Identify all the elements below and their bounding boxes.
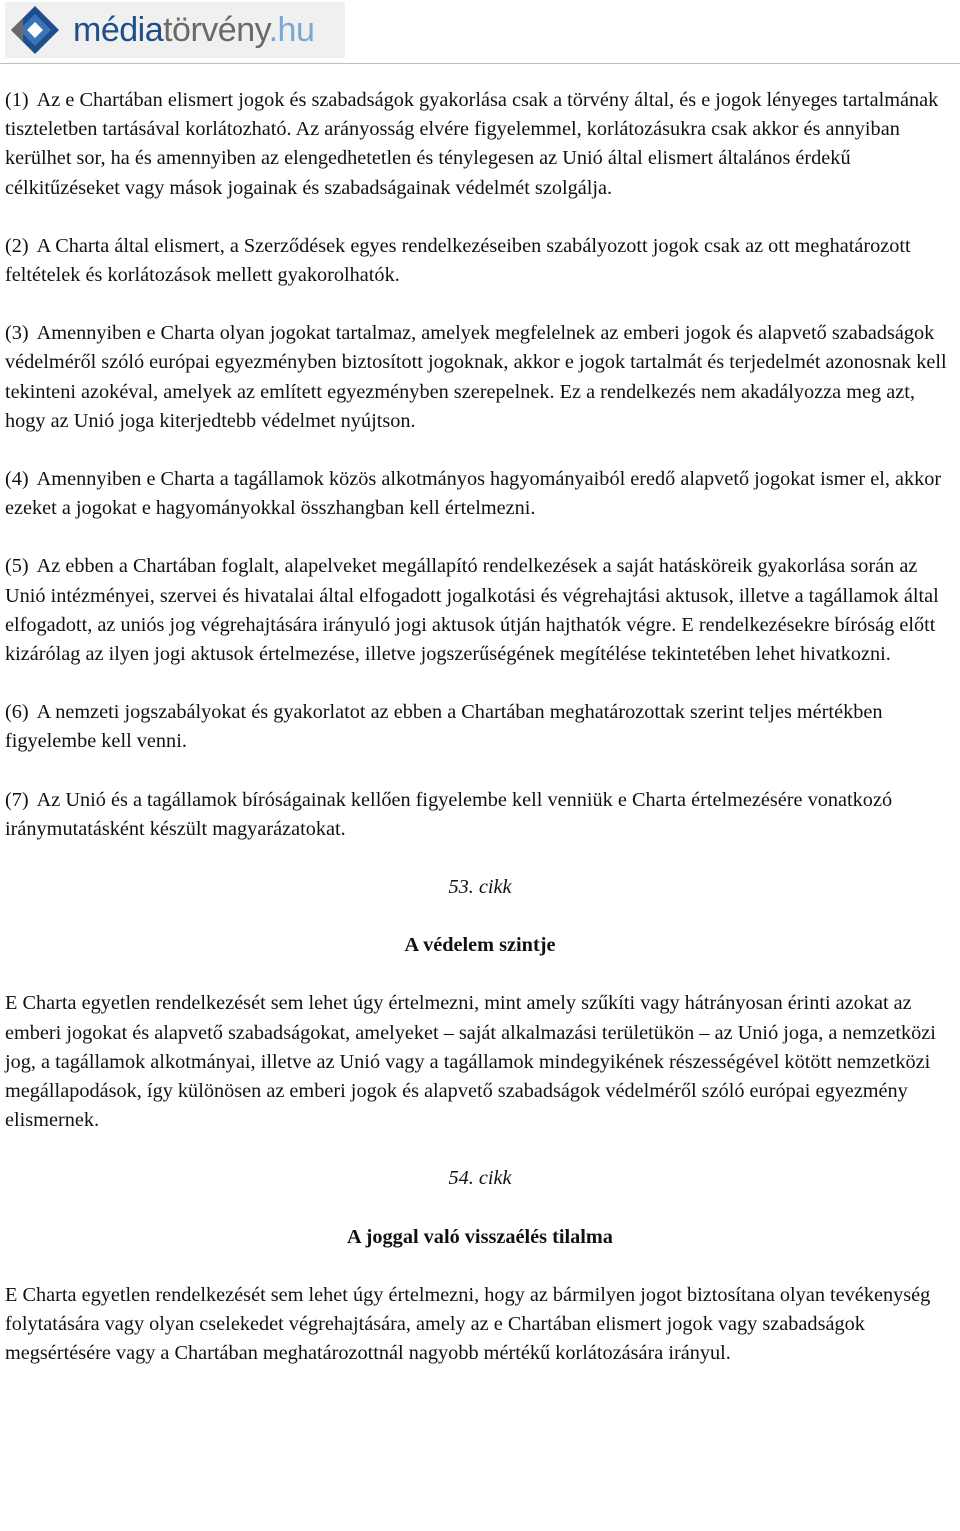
paragraph-number: (2) [5,234,29,257]
article-54-title: A joggal való visszaélés tilalma [347,1225,613,1248]
paragraph-1 [5,86,955,203]
paragraph-number: (7) [5,788,29,811]
paragraph-text: Amennyiben e Charta a tagállamok közös alkotmányos hagyományaiból eredő alapvető jogokat ismer el, akkor ezeket a jogokat e hagyományokkal összhangban kell értelmezni. [5,468,942,520]
paragraph-number: (5) [5,555,29,578]
paragraph-number: (4) [5,468,29,491]
document-body [5,86,955,1398]
paragraph-text: Az Unió és a tagállamok bíróságainak kellően figyelembe kell venniük e Charta értelmezésére vonatkozó iránymutatásként készült magyarázatokat. [5,788,893,840]
article-53-text: E Charta egyetlen rendelkezését sem lehet úgy értelmezni, mint amely szűkíti vagy hátrányosan érinti azokat az emberi jogokat és alapvető szabadságokat, amelyeket – saját alkalmazási területükön – az Unió joga, a nemzetközi jog, a tagállamok alkotmányai, illetve az Unió vagy a tagállamok mindegyikének részességével kötött nemzetközi megállapodások, így különösen az emberi jogok és alapvető szabadságok védelméről szóló európai egyezmény elismernek. [5,992,936,1132]
logo-text-domain: .hu [268,11,315,49]
paragraph-2 [5,232,955,290]
site-header [0,0,350,62]
paragraph-text: Amennyiben e Charta olyan jogokat tartalmaz, amelyek megfelelnek az emberi jogok és alapvető szabadságok védelméről szóló európai egyezményben biztosított jogoknak, akkor e jogok tartalmát és terjedelmét azonosnak kell tekinteni azokéval, amelyek az említett egyezményben szerepelnek. Ez a rendelkezés nem akadályozza meg azt, hogy az Unió joga kiterjedtebb védelmet nyújtson. [5,322,947,432]
article-53-title: A védelem szintje [404,934,556,957]
paragraph-3 [5,319,955,436]
logo-text-torveny: törvény [163,11,269,49]
logo-emblem-icon [5,2,69,58]
paragraph-number: (3) [5,322,29,345]
paragraph-5 [5,552,955,669]
paragraph-4 [5,465,955,523]
article-54-label: 54. cikk [448,1167,512,1190]
paragraph-text: A nemzeti jogszabályokat és gyakorlatot az ebben a Chartában meghatározottak szerint teljes mértékben figyelembe kell venni. [5,701,883,753]
header-divider [0,63,960,64]
paragraph-text: Az ebben a Chartában foglalt, alapelveket megállapító rendelkezések a saját hatásköreik gyakorlása során az Unió intézményei, szervei és hivatalai által elfogadott jogalkotási és végrehajtási aktusok, illetve a tagállamok által elfogadott, az uniós jog végrehajtására irányuló jogi aktusok útján hajthatók végre. E rendelkezésekre bíróság előtt kizárólag az ilyen jogi aktusok értelmezése, illetve jogszerűségének megítélése tekintetében lehet hivatkozni. [5,555,939,666]
mediatorveny-logo[interactable] [5,2,345,58]
paragraph-7 [5,786,955,844]
paragraph-number: (1) [5,89,29,111]
logo-wordmark [73,8,314,52]
paragraph-text: A Charta által elismert, a Szerződések egyes rendelkezéseiben szabályozott jogok csak az ott meghatározott feltételek és korlátozások mellett gyakorolhatók. [5,234,911,287]
paragraph-number: (6) [5,701,29,724]
logo-text-media: média [73,11,164,49]
article-53-label: 53. cikk [448,876,512,899]
paragraph-6 [5,698,955,756]
article-54-text: E Charta egyetlen rendelkezését sem lehet úgy értelmezni, hogy az bármilyen jogot biztosítana olyan tevékenység folytatására vagy olyan cselekedet végrehajtására, amely az e Chartában elismert jogok vagy szabadságok megsértésére vagy a Chartában meghatározottnál nagyobb mértékű korlátozására irányul. [5,1283,931,1365]
paragraph-text: Az e Chartában elismert jogok és szabadságok gyakorlása csak a törvény által, és e jogok lényeges tartalmának tiszteletben tartásával korlátozható. Az arányosság elvére figyelemmel, korlátozásukra csak akkor és annyiban kerülhet sor, ha és amennyiben az elengedhetetlen és ténylegesen az Unió által elismert általános érdekű célkitűzéseket vagy mások jogainak és szabadságainak védelmét szolgálja. [5,89,939,199]
